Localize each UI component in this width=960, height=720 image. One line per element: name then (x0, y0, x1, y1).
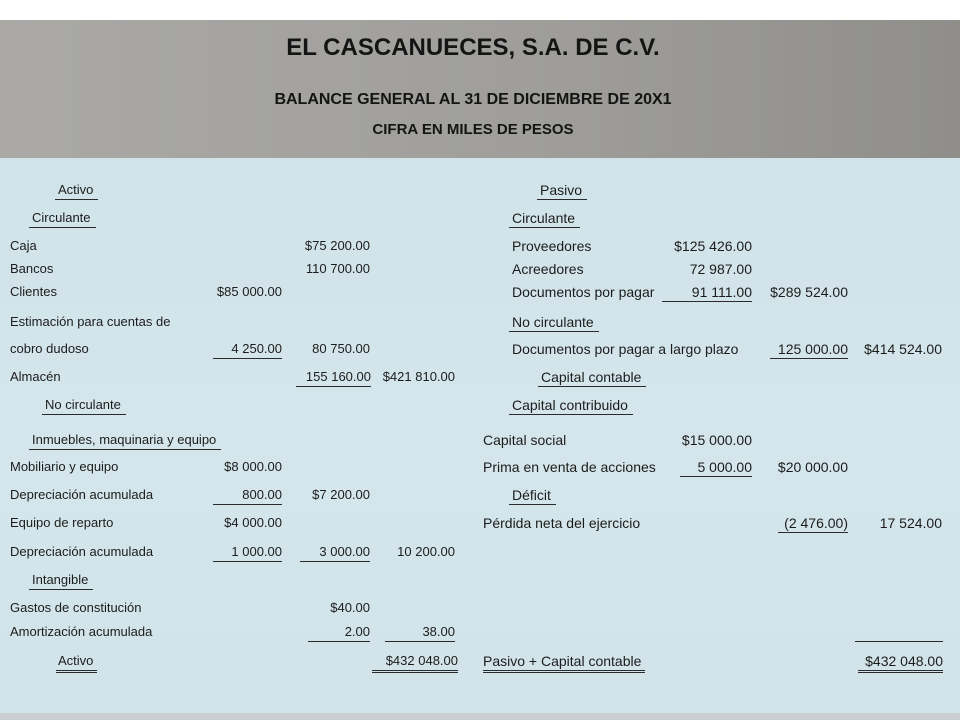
row-label-gastos-constitucion: Gastos de constitución (10, 600, 142, 615)
row-label-prima-acciones: Prima en venta de acciones (483, 459, 656, 475)
row-label-caja: Caja (10, 238, 37, 253)
amount-depreciacion-mobiliario: 800.00 (213, 486, 282, 505)
row-label-documentos-largo-plazo: Documentos por pagar a largo plazo (512, 341, 739, 357)
amount-depreciacion-reparto: 1 000.00 (213, 543, 282, 562)
row-label-almacen: Almacén (10, 369, 61, 384)
row-label-documentos-por-pagar: Documentos por pagar (512, 284, 655, 300)
pasivo-capital-total-amount: $432 048.00 (858, 652, 943, 673)
intangible-heading: Intangible (29, 571, 93, 590)
row-label-depreciacion-mobiliario: Depreciación acumulada (10, 487, 154, 502)
capital-contable-heading: Capital contable (538, 368, 646, 387)
amount-caja: $75 200.00 (304, 238, 370, 253)
amount-prima-acciones: 5 000.00 (680, 458, 752, 477)
amount-amortizacion: 2.00 (308, 623, 370, 642)
capital-contribuido-heading: Capital contribuido (509, 396, 633, 415)
amount-total-capital-contable: 17 524.00 (879, 515, 942, 531)
amount-proveedores: $125 426.00 (674, 238, 752, 254)
row-label-depreciacion-reparto: Depreciación acumulada (10, 544, 154, 559)
amount-mobiliario-neto: $7 200.00 (312, 487, 370, 502)
inmuebles-heading: Inmuebles, maquinaria y equipo (29, 431, 221, 450)
row-label-capital-social: Capital social (483, 432, 567, 448)
row-label-estimacion: Estimación para cuentas de (10, 314, 171, 329)
row-label-cobro-dudoso: cobro dudoso (10, 341, 89, 356)
pasivo-heading: Pasivo (537, 181, 587, 200)
amount-clientes: $85 000.00 (216, 284, 282, 299)
row-label-mobiliario: Mobiliario y equipo (10, 459, 119, 474)
amount-equipo-reparto-neto: 3 000.00 (300, 543, 370, 562)
amount-mobiliario: $8 000.00 (224, 459, 282, 474)
amount-total-circulante: $421 810.00 (382, 369, 455, 384)
amount-gastos-constitucion: $40.00 (330, 600, 370, 615)
company-name: EL CASCANUECES, S.A. DE C.V. (286, 34, 660, 61)
row-label-perdida-neta: Pérdida neta del ejercicio (483, 515, 641, 531)
row-label-proveedores: Proveedores (512, 238, 592, 254)
amount-acreedores: 72 987.00 (689, 261, 752, 277)
amount-total-pasivo-circulante: $289 524.00 (770, 284, 848, 300)
units-caption: CIFRA EN MILES DE PESOS (372, 121, 574, 138)
pasivo-circulante-heading: Circulante (509, 209, 580, 228)
amount-total-capital-contribuido: $20 000.00 (777, 459, 848, 475)
amount-cobro-dudoso: 4 250.00 (213, 340, 282, 359)
activo-total-amount: $432 048.00 (372, 652, 458, 673)
amount-perdida-neta: (2 476.00) (778, 514, 848, 533)
page-bottom-edge (0, 713, 960, 720)
total-sum-rule (855, 641, 943, 642)
statement-title: BALANCE GENERAL AL 31 DE DICIEMBRE DE 20X1 (274, 91, 672, 108)
amount-almacen: 155 160.00 (296, 368, 371, 387)
activo-total-label: Activo (56, 652, 97, 673)
amount-clientes-neto: 80 750.00 (312, 341, 370, 356)
amount-documentos-largo-plazo: 125 000.00 (770, 340, 848, 359)
amount-total-intangible: 38.00 (385, 623, 455, 642)
row-label-acreedores: Acreedores (512, 261, 584, 277)
deficit-heading: Déficit (509, 486, 556, 505)
amount-documentos-por-pagar: 91 111.00 (662, 283, 752, 302)
activo-circulante-heading: Circulante (29, 209, 96, 228)
activo-no-circulante-heading: No circulante (42, 396, 126, 415)
amount-equipo-reparto: $4 000.00 (224, 515, 282, 530)
row-label-equipo-reparto: Equipo de reparto (10, 515, 114, 530)
activo-heading: Activo (55, 181, 98, 200)
amount-total-pasivo: $414 524.00 (864, 341, 942, 357)
amount-bancos: 110 700.00 (305, 261, 370, 276)
row-label-bancos: Bancos (10, 261, 54, 276)
amount-total-inmuebles: 10 200.00 (397, 544, 455, 559)
pasivo-capital-total-label: Pasivo + Capital contable (483, 652, 645, 673)
pasivo-no-circulante-heading: No circulante (509, 313, 599, 332)
row-label-clientes: Clientes (10, 284, 57, 299)
row-label-amortizacion: Amortización acumulada (10, 624, 153, 639)
title-band (0, 20, 960, 158)
amount-capital-social: $15 000.00 (681, 432, 752, 448)
